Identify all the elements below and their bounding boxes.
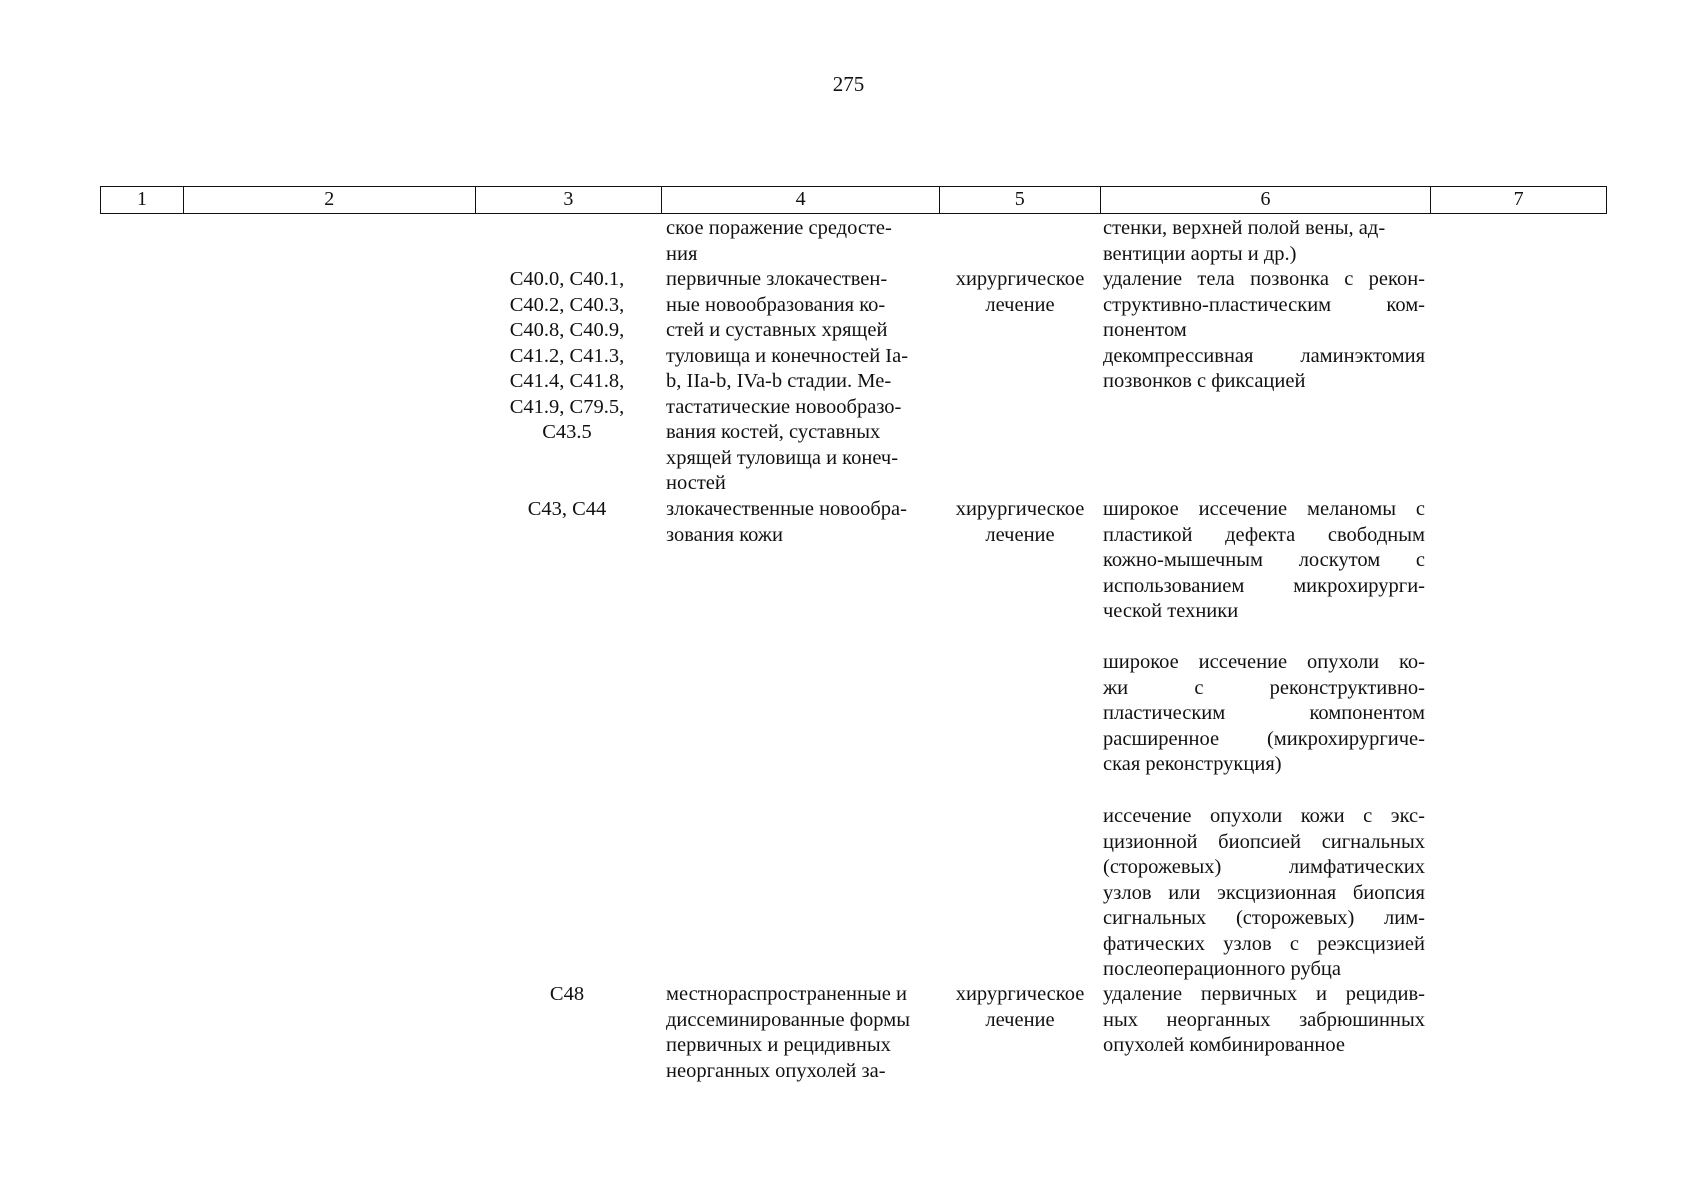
code-line: C41.9, C79.5, xyxy=(509,395,625,418)
diagnosis-cell-3 xyxy=(666,982,938,1084)
diagnosis-line: ностей xyxy=(666,472,726,494)
method-line: широкое иссечение меланомы с xyxy=(1103,498,1425,520)
method-line: пластикой дефекта свободным xyxy=(1103,523,1425,546)
code-line: C48 xyxy=(549,983,585,1005)
treatment-cell-3 xyxy=(940,982,1100,1033)
diagnosis-line: местнораспространенные и xyxy=(666,983,907,1005)
method-line: ческой техники xyxy=(1103,600,1239,622)
code-line: C41.2, C41.3, xyxy=(509,344,625,367)
code-line: C40.2, C40.3, xyxy=(509,293,625,316)
method-line: декомпрессивная ламинэктомия xyxy=(1103,344,1425,367)
method-line: структивно-пластическим ком- xyxy=(1103,293,1425,316)
header-col-6: 6 xyxy=(1101,187,1432,213)
diagnosis-line: ния xyxy=(666,242,698,265)
method-line: ных неорганных забрюшинных xyxy=(1103,1008,1425,1031)
header-col-7: 7 xyxy=(1513,188,1524,210)
treatment-line: хирургическое xyxy=(955,498,1085,520)
diagnosis-line: диссеминированные формы xyxy=(666,1008,910,1031)
header-col-2: 2 xyxy=(184,187,476,213)
diagnosis-cell-1 xyxy=(666,267,938,497)
diagnosis-line: злокачественные новообра- xyxy=(666,498,907,520)
codes-cell-1 xyxy=(475,267,659,446)
method-line: иссечение опухоли кожи с экс- xyxy=(1103,805,1425,827)
treatment-cell-2 xyxy=(940,497,1100,548)
diagnosis-line: вания костей, суставных xyxy=(666,421,881,443)
method-line: стенки, верхней полой вены, ад- xyxy=(1103,217,1386,239)
code-line: C43, C44 xyxy=(527,498,607,520)
method-line: широкое иссечение опухоли ко- xyxy=(1103,651,1425,673)
codes-cell-3 xyxy=(475,982,659,1008)
method-line: (сторожевых) лимфатических xyxy=(1103,856,1425,878)
diagnosis-line: ные новообразования ко- xyxy=(666,293,886,316)
diagnosis-line: зования кожи xyxy=(666,523,784,546)
treatment-line: хирургическое xyxy=(955,268,1085,290)
diagnosis-line: первичных и рецидивных xyxy=(666,1034,891,1056)
method-cell-2b xyxy=(1103,650,1425,778)
method-line: ская реконструкция) xyxy=(1103,753,1282,775)
diagnosis-line: ское поражение средосте- xyxy=(666,217,892,239)
method-cell-2c xyxy=(1103,804,1425,983)
diagnosis-line: b, IIa-b, IVa-b стадии. Ме- xyxy=(666,370,892,392)
method-line: сигнальных (сторожевых) лим- xyxy=(1103,907,1425,929)
code-line: C40.0, C40.1, xyxy=(509,268,625,290)
diagnosis-line: неорганных опухолей за- xyxy=(666,1059,886,1082)
treatment-line: лечение xyxy=(985,293,1055,316)
diagnosis-cell-0 xyxy=(666,216,938,267)
header-col-3: 3 xyxy=(476,187,663,213)
method-line: расширенное (микрохирургиче- xyxy=(1103,727,1425,750)
diagnosis-line: хрящей туловища и конеч- xyxy=(666,446,899,469)
method-line: послеоперационного рубца xyxy=(1103,958,1341,980)
method-line: пластическим компонентом xyxy=(1103,702,1425,724)
method-line: понентом xyxy=(1103,319,1187,341)
method-line: использованием микрохирурги- xyxy=(1103,574,1425,597)
method-line: фатических узлов с реэксцизией xyxy=(1103,932,1425,955)
method-line: узлов или эксцизионная биопсия xyxy=(1103,881,1425,904)
header-col-1: 1 xyxy=(101,187,184,213)
method-cell-0 xyxy=(1103,216,1425,267)
diagnosis-line: туловища и конечностей Ia- xyxy=(666,344,909,367)
table-header xyxy=(100,186,1607,214)
diagnosis-line: стей и суставных хрящей xyxy=(666,319,888,341)
treatment-line: лечение xyxy=(985,1008,1055,1031)
diagnosis-cell-2 xyxy=(666,497,938,548)
method-line: опухолей комбинированное xyxy=(1103,1034,1345,1056)
method-line: удаление тела позвонка с рекон- xyxy=(1103,268,1425,290)
method-line: жи с реконструктивно- xyxy=(1103,676,1425,699)
header-col-5: 5 xyxy=(940,187,1101,213)
diagnosis-line: первичные злокачествен- xyxy=(666,268,888,290)
treatment-line: лечение xyxy=(985,523,1055,546)
page-number: 275 xyxy=(832,72,865,96)
codes-cell-2 xyxy=(475,497,659,523)
method-line: цизионной биопсией сигнальных xyxy=(1103,830,1425,853)
method-cell-3 xyxy=(1103,982,1425,1059)
method-cell-1 xyxy=(1103,267,1425,395)
code-line: C43.5 xyxy=(542,421,592,443)
method-line: вентиции аорты и др.) xyxy=(1103,242,1297,265)
header-col-4: 4 xyxy=(662,187,940,213)
method-line: кожно-мышечным лоскутом с xyxy=(1103,549,1425,571)
code-line: C41.4, C41.8, xyxy=(509,370,625,392)
diagnosis-line: тастатические новообразо- xyxy=(666,395,902,418)
method-line: удаление первичных и рецидив- xyxy=(1103,983,1425,1005)
method-cell-2a xyxy=(1103,497,1425,625)
treatment-line: хирургическое xyxy=(955,983,1085,1005)
method-line: позвонков с фиксацией xyxy=(1103,370,1306,392)
treatment-cell-1 xyxy=(940,267,1100,318)
code-line: C40.8, C40.9, xyxy=(509,319,625,341)
